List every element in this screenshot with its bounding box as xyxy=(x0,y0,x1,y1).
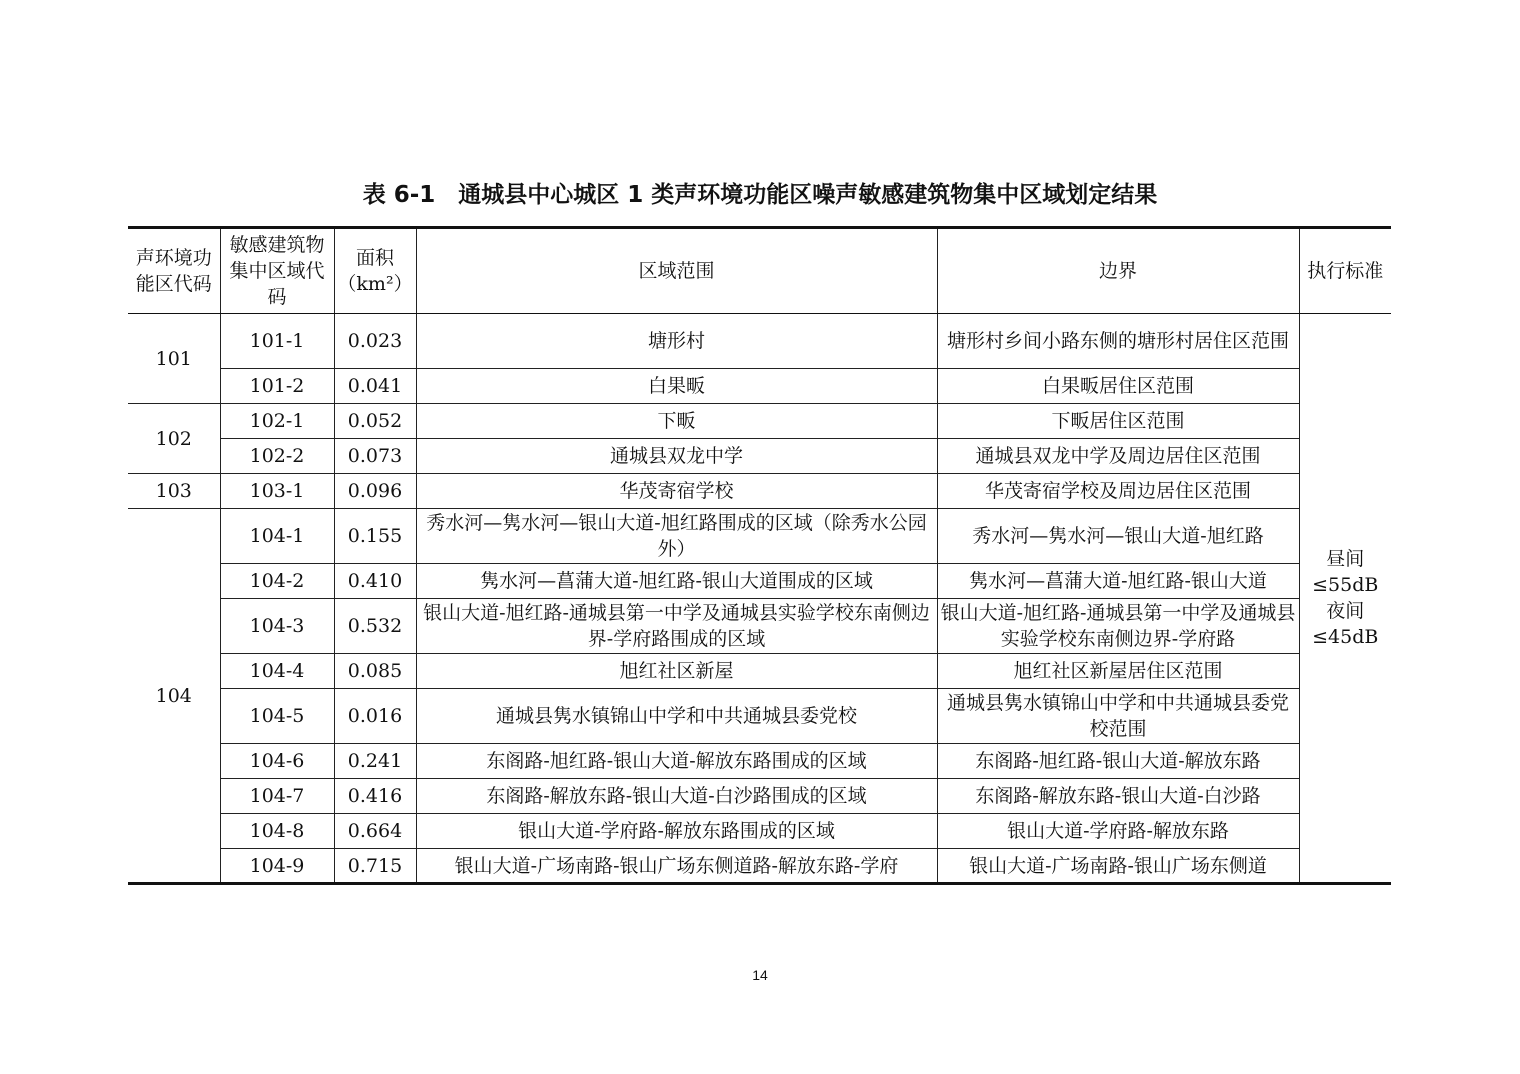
range-cell: 银山大道-广场南路-银山广场东侧道路-解放东路-学府 xyxy=(416,849,937,884)
zone-table xyxy=(128,226,1391,885)
sub-code-cell: 104-9 xyxy=(220,849,334,884)
area-cell: 0.052 xyxy=(334,404,416,439)
area-cell: 0.073 xyxy=(334,439,416,474)
page-number: 14 xyxy=(752,967,768,983)
area-cell: 0.532 xyxy=(334,599,416,654)
range-cell: 银山大道-旭红路-通城县第一中学及通城县实验学校东南侧边界-学府路围成的区域 xyxy=(416,599,937,654)
header-standard: 执行标准 xyxy=(1299,228,1391,314)
group-code-cell: 104 xyxy=(128,509,220,884)
area-cell: 0.416 xyxy=(334,779,416,814)
group-code-cell: 102 xyxy=(128,404,220,474)
sub-code-cell: 104-5 xyxy=(220,689,334,744)
header-area: 面积（km²） xyxy=(334,228,416,314)
boundary-cell: 秀水河—隽水河—银山大道-旭红路 xyxy=(937,509,1299,564)
standard-line: 昼间 xyxy=(1326,548,1365,570)
sub-code-cell: 101-2 xyxy=(220,369,334,404)
range-cell: 银山大道-学府路-解放东路围成的区域 xyxy=(416,814,937,849)
boundary-cell: 下畈居住区范围 xyxy=(937,404,1299,439)
table-row xyxy=(128,404,1391,439)
sub-code-cell: 104-3 xyxy=(220,599,334,654)
range-cell: 东阁路-旭红路-银山大道-解放东路围成的区域 xyxy=(416,744,937,779)
boundary-cell: 银山大道-广场南路-银山广场东侧道 xyxy=(937,849,1299,884)
sub-code-cell: 104-4 xyxy=(220,654,334,689)
boundary-cell: 隽水河—菖蒲大道-旭红路-银山大道 xyxy=(937,564,1299,599)
table-row xyxy=(128,439,1391,474)
range-cell: 下畈 xyxy=(416,404,937,439)
table-row xyxy=(128,654,1391,689)
area-cell: 0.410 xyxy=(334,564,416,599)
boundary-cell: 通城县双龙中学及周边居住区范围 xyxy=(937,439,1299,474)
boundary-cell: 通城县隽水镇锦山中学和中共通城县委党校范围 xyxy=(937,689,1299,744)
table-row xyxy=(128,744,1391,779)
area-cell: 0.041 xyxy=(334,369,416,404)
table-row xyxy=(128,689,1391,744)
group-code-cell: 101 xyxy=(128,314,220,404)
sub-code-cell: 104-6 xyxy=(220,744,334,779)
table-row xyxy=(128,814,1391,849)
range-cell: 通城县双龙中学 xyxy=(416,439,937,474)
table-row xyxy=(128,509,1391,564)
sub-code-cell: 101-1 xyxy=(220,314,334,369)
area-cell: 0.241 xyxy=(334,744,416,779)
boundary-cell: 东阁路-解放东路-银山大道-白沙路 xyxy=(937,779,1299,814)
range-cell: 东阁路-解放东路-银山大道-白沙路围成的区域 xyxy=(416,779,937,814)
boundary-cell: 东阁路-旭红路-银山大道-解放东路 xyxy=(937,744,1299,779)
sub-code-cell: 103-1 xyxy=(220,474,334,509)
header-sub-code: 敏感建筑物集中区域代码 xyxy=(220,228,334,314)
standard-cell xyxy=(1299,314,1391,884)
standard-line: 夜间 xyxy=(1326,600,1365,622)
table-row xyxy=(128,314,1391,369)
table-row xyxy=(128,474,1391,509)
sub-code-cell: 104-7 xyxy=(220,779,334,814)
standard-line: ≤55dB xyxy=(1312,574,1379,596)
table-row xyxy=(128,849,1391,884)
range-cell: 通城县隽水镇锦山中学和中共通城县委党校 xyxy=(416,689,937,744)
boundary-cell: 华茂寄宿学校及周边居住区范围 xyxy=(937,474,1299,509)
sub-code-cell: 104-2 xyxy=(220,564,334,599)
area-cell: 0.096 xyxy=(334,474,416,509)
boundary-cell: 银山大道-学府路-解放东路 xyxy=(937,814,1299,849)
group-code-cell: 103 xyxy=(128,474,220,509)
range-cell: 华茂寄宿学校 xyxy=(416,474,937,509)
range-cell: 秀水河—隽水河—银山大道-旭红路围成的区域（除秀水公园外） xyxy=(416,509,937,564)
sub-code-cell: 104-1 xyxy=(220,509,334,564)
sub-code-cell: 102-2 xyxy=(220,439,334,474)
range-cell: 旭红社区新屋 xyxy=(416,654,937,689)
area-cell: 0.664 xyxy=(334,814,416,849)
standard-line: ≤45dB xyxy=(1312,626,1379,648)
range-cell: 塘形村 xyxy=(416,314,937,369)
table-header-row xyxy=(128,228,1391,314)
area-cell: 0.155 xyxy=(334,509,416,564)
boundary-cell: 旭红社区新屋居住区范围 xyxy=(937,654,1299,689)
area-cell: 0.023 xyxy=(334,314,416,369)
area-cell: 0.016 xyxy=(334,689,416,744)
table-row xyxy=(128,564,1391,599)
table-row xyxy=(128,599,1391,654)
boundary-cell: 银山大道-旭红路-通城县第一中学及通城县实验学校东南侧边界-学府路 xyxy=(937,599,1299,654)
header-range: 区域范围 xyxy=(416,228,937,314)
area-cell: 0.085 xyxy=(334,654,416,689)
sub-code-cell: 104-8 xyxy=(220,814,334,849)
table-row xyxy=(128,369,1391,404)
boundary-cell: 塘形村乡间小路东侧的塘形村居住区范围 xyxy=(937,314,1299,369)
range-cell: 白果畈 xyxy=(416,369,937,404)
area-cell: 0.715 xyxy=(334,849,416,884)
range-cell: 隽水河—菖蒲大道-旭红路-银山大道围成的区域 xyxy=(416,564,937,599)
header-code: 声环境功能区代码 xyxy=(128,228,220,314)
header-boundary: 边界 xyxy=(937,228,1299,314)
table-row xyxy=(128,779,1391,814)
boundary-cell: 白果畈居住区范围 xyxy=(937,369,1299,404)
table-title: 表 6-1 通城县中心城区 1 类声环境功能区噪声敏感建筑物集中区域划定结果 xyxy=(362,182,1158,208)
sub-code-cell: 102-1 xyxy=(220,404,334,439)
